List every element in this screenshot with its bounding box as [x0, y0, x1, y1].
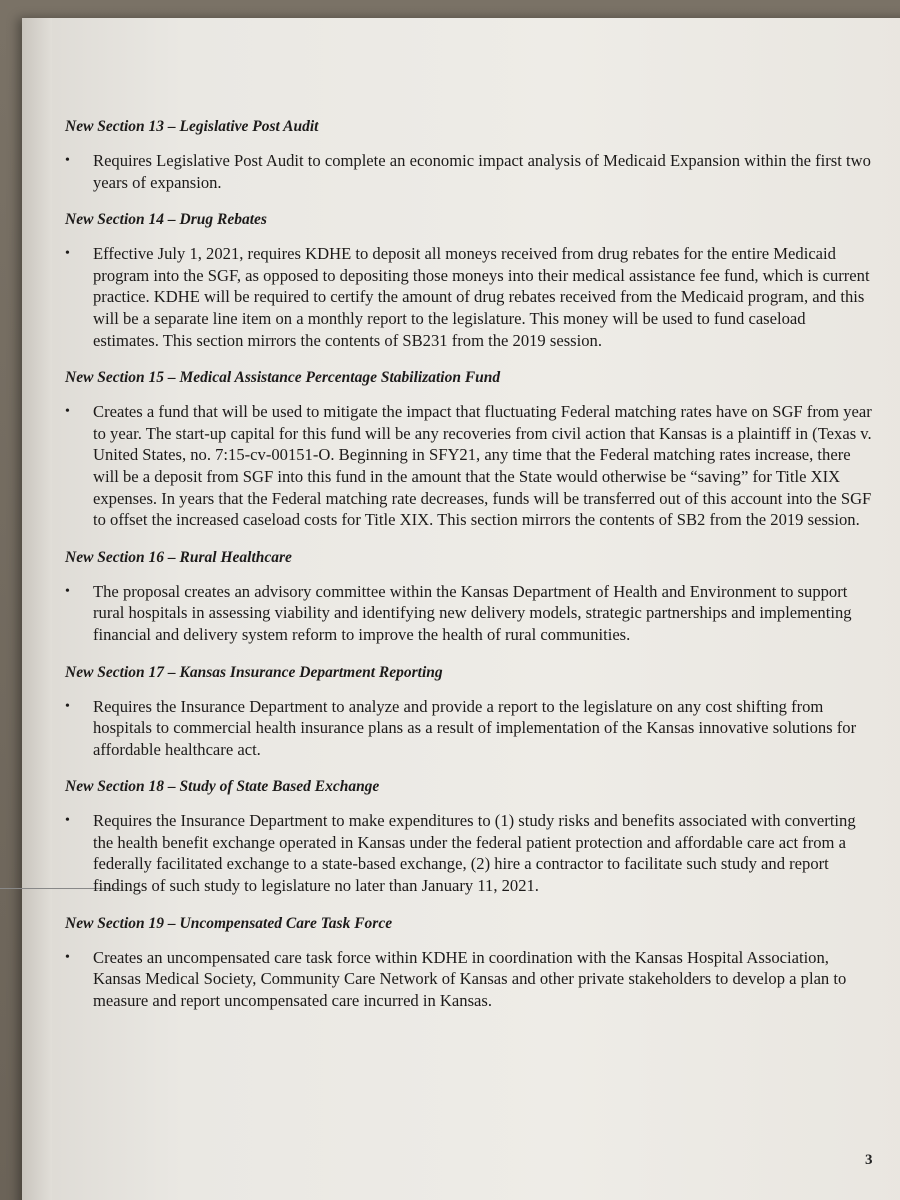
section-heading: New Section 15 – Medical Assistance Percentage Stabilization Fund	[65, 369, 501, 387]
bullet-icon: •	[65, 698, 70, 714]
section-heading: New Section 14 – Drug Rebates	[65, 211, 267, 229]
bullet-text: Creates an uncompensated care task force within KDHE in coordination with the Kansas Hospital Association, Kansas Medical Society, Community Care Network of Kansas and other private stakeholders to develop a plan to measure and report uncompensated care incurred in Kansas.	[93, 947, 847, 1010]
bullet-item	[65, 401, 875, 531]
bullet-item	[65, 947, 875, 1012]
bullet-item	[65, 243, 875, 351]
section-14	[65, 211, 875, 351]
bullet-item	[65, 150, 875, 193]
bullet-icon: •	[65, 583, 70, 599]
bullet-icon: •	[65, 404, 70, 420]
section-19	[65, 915, 875, 1012]
bullet-item	[65, 696, 875, 761]
page-number: 3	[865, 1152, 873, 1168]
bullet-text: The proposal creates an advisory committee within the Kansas Department of Health and Environment to support rural hospitals in assessing viability and identifying new delivery models, strategic partnerships and implementing financial and delivery system reform to improve the health of rural communities.	[93, 581, 852, 644]
bullet-text: Requires the Insurance Department to make expenditures to (1) study risks and benefits associated with converting the health benefit exchange operated in Kansas under the federal patient protection and affordable care act from a federally facilitated exchange to a state-based exchange, (2) hire a contractor to facilitate such study and report findings of such study to legislature no later than January 11, 2021.	[93, 811, 856, 896]
section-heading: New Section 17 – Kansas Insurance Department Reporting	[65, 663, 443, 681]
bullet-item	[65, 581, 875, 646]
bullet-icon: •	[65, 949, 70, 965]
page-left-edge	[22, 18, 52, 1200]
bullet-text: Requires the Insurance Department to analyze and provide a report to the legislature on any cost shifting from hospitals to commercial health insurance plans as a result of implementation of the Kansas innovative solutions for affordable healthcare act.	[93, 696, 857, 759]
section-heading: New Section 13 – Legislative Post Audit	[65, 118, 319, 135]
bullet-icon: •	[65, 246, 70, 262]
section-heading: New Section 16 – Rural Healthcare	[65, 548, 292, 566]
bullet-icon: •	[65, 153, 70, 168]
bullet-icon: •	[65, 813, 70, 829]
bullet-text: Requires Legislative Post Audit to complete an economic impact analysis of Medicaid Expansion within the first two years of expansion.	[93, 151, 871, 192]
section-17	[65, 664, 875, 761]
section-heading: New Section 19 – Uncompensated Care Task Force	[65, 914, 393, 932]
section-18	[65, 778, 875, 896]
document-body	[65, 118, 875, 1029]
bullet-item	[65, 810, 875, 896]
bullet-text: Effective July 1, 2021, requires KDHE to deposit all moneys received from drug rebates for the entire Medicaid program into the SGF, as opposed to depositing those moneys into their medical assistance fee fund, which is current practice. KDHE will be required to certify the amount of drug rebates received from the Medicaid program, and this will be a separate line item on a monthly report to the legislature. This money will be used to fund caseload estimates. This section mirrors the contents of SB231 from the 2019 session.	[93, 244, 870, 350]
section-heading: New Section 18 – Study of State Based Exchange	[65, 778, 380, 796]
section-13	[65, 118, 875, 193]
section-15	[65, 369, 875, 531]
section-16	[65, 549, 875, 646]
bullet-text: Creates a fund that will be used to mitigate the impact that fluctuating Federal matching rates have on SGF from year to year. The start-up capital for this fund will be any recoveries from civil action that Kansas is a plaintiff in (Texas v. United States, no. 7:15-cv-00151-O. Beginning in SFY21, any time that the Federal matching rates increase, there will be a deposit from SGF into this fund in the amount that the State would otherwise be “saving” for Title XIX expenses. In years that the Federal matching rate decreases, funds will be transferred out of this account into the SGF to offset the increased caseload costs for Title XIX. This section mirrors the contents of SB2 from the 2019 session.	[93, 402, 872, 530]
